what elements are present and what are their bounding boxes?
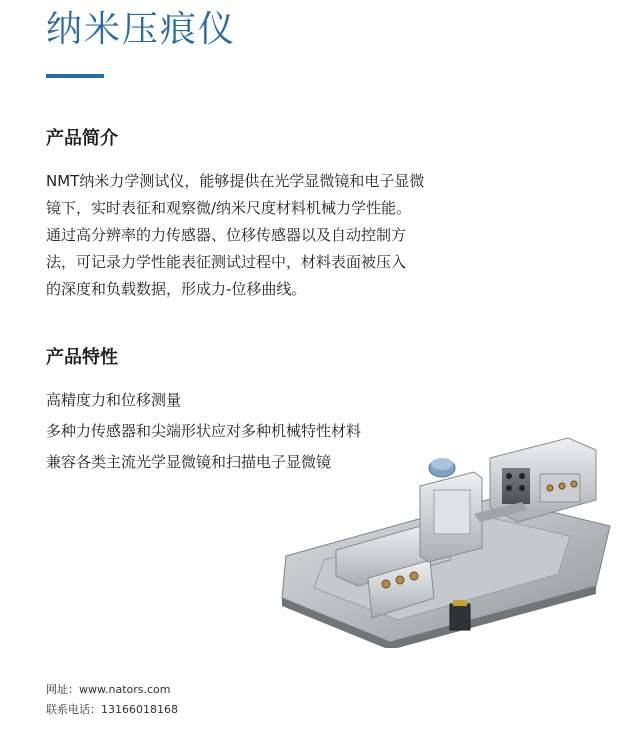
features-heading: 产品特性: [46, 347, 118, 368]
contact-info: [46, 680, 178, 720]
feature-item: 高精度力和位移测量: [46, 391, 182, 409]
intro-heading: 产品简介: [46, 128, 118, 149]
page-title: 纳米压痕仪: [46, 9, 237, 50]
intro-line: NMT纳米力学测试仪，能够提供在光学显微镜和电子显微: [46, 172, 425, 190]
intro-line: 镜下，实时表征和观察微/纳米尺度材料机械力学性能。: [46, 199, 412, 217]
nanoindenter-device-image: [278, 428, 618, 648]
title-underline: [46, 74, 104, 78]
intro-line: 通过高分辨率的力传感器、位移传感器以及自动控制方: [46, 226, 407, 244]
website-text: 网址：www.nators.com: [46, 683, 171, 696]
intro-line: 的深度和负载数据，形成力-位移曲线。: [46, 280, 307, 298]
phone-text: 联系电话：13166018168: [46, 703, 178, 716]
feature-item: 多种力传感器和尖端形状应对多种机械特性材料: [46, 422, 362, 440]
feature-item: 兼容各类主流光学显微镜和扫描电子显微镜: [46, 453, 332, 471]
intro-paragraph: [46, 168, 486, 303]
intro-line: 法，可记录力学性能表征测试过程中，材料表面被压入: [46, 253, 407, 271]
